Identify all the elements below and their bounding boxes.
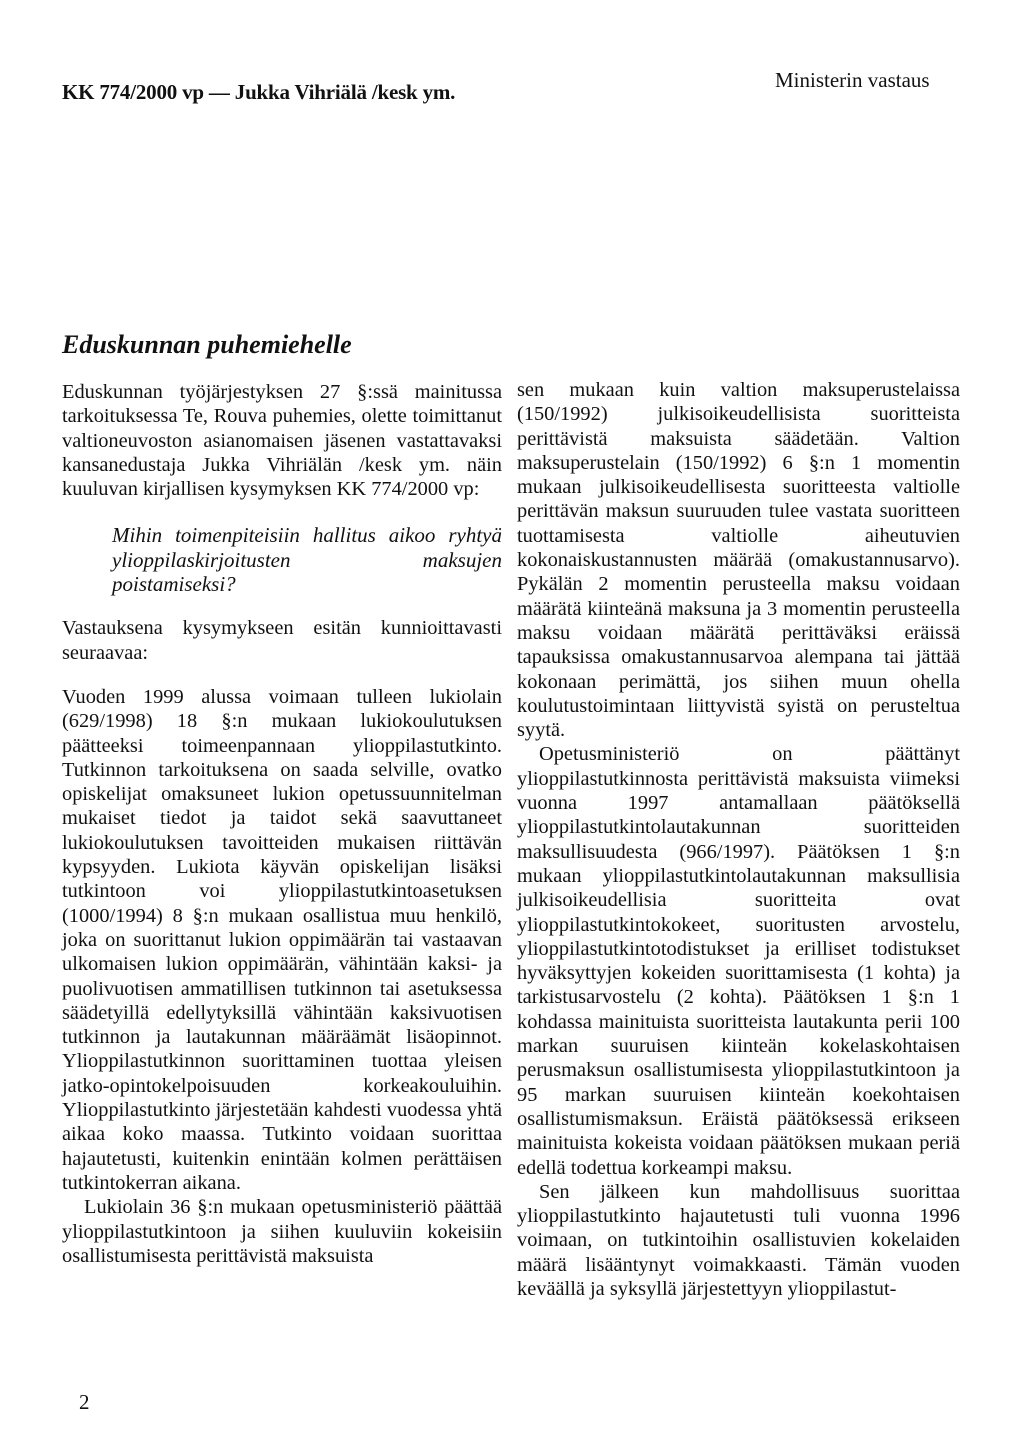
body-paragraph: sen mukaan kuin valtion maksuperustelaissa (150/1992) julkisoikeudellisista suoritteista perittävistä maksuista säädetään. Valtion maksuperustelain (150/1992) 6 §:n 1 momentin mukaan julkisoikeudellisesta suoritteesta valtiolle perittävän maksun suuruuden tulee vastata suoritteen tuottamisesta valtiolle aiheutuvien kokonaiskustannusten määrää (omakustannusarvo). Pykälän 2 momentin perusteella maksu voidaan määrätä kiinteänä maksuna ja 3 momentin perusteella maksu voidaan määrätä perittäväksi eräissä tapauksissa omakustannusarvoa alempana tai jättää kokonaan perimättä, jos siihen muun ohella koulutustoimintaan liittyvistä syistä on perusteltua syytä. — [517, 379, 960, 742]
left-text-column — [62, 380, 502, 1268]
answer-intro-paragraph: Vastauksena kysymykseen esitän kunnioittavasti seuraavaa: — [62, 617, 502, 664]
right-text-column — [517, 378, 960, 1301]
salutation-heading: Eduskunnan puhemiehelle — [62, 330, 352, 359]
document-type-header: Ministerin vastaus — [775, 68, 930, 92]
body-paragraph: Vuoden 1999 alussa voimaan tulleen lukiolain (629/1998) 18 §:n mukaan lukiokoulutuksen päätteeksi toimeenpannaan ylioppilastutkinto. Tutkinnon tarkoituksena on saada selville, ovatko opiskelijat omaksuneet lukion opetussuunnitelman mukaiset tiedot ja taidot sekä saavuttaneet lukiokoulutuksen tavoitteiden mukaisen riittävän kypsyyden. Lukiota käyvän opiskelijan lisäksi tutkintoon voi ylioppilastutkintoasetuksen (1000/1994) 8 §:n mukaan osallistua muu henkilö, joka on suorittanut lukion oppimäärän tai vastaavan ulkomaisen lukion oppimäärän, vähintään kaksi- ja puolivuotisen ammatillisen tutkinnon tai asetuksessa säädetyillä edellytyksillä vähintään kaksivuotisen tutkinnon ja lautakunnan määräämät lisäopinnot. Ylioppilastutkinnon suorittaminen tuottaa yleisen jatko-opintokelpoisuuden korkeakouluihin. Ylioppilastutkinto järjestetään kahdesti vuodessa yhtä aikaa koko maassa. Tutkinto voidaan suorittaa hajautetusti, kuitenkin enintään kolmen perättäisen tutkintokerran aikana. — [62, 685, 502, 1194]
body-paragraph: Lukiolain 36 §:n mukaan opetusministeriö päättää ylioppilastutkintoon ja siihen kuuluviin kokeisiin osallistumisesta perittävistä maksuista — [62, 1196, 502, 1267]
body-paragraph: Sen jälkeen kun mahdollisuus suorittaa ylioppilastutkinto hajautetusti tuli vuonna 1996 voimaan, on tutkintoihin osallistuvien kokelaiden määrä lisääntynyt voimakkaasti. Tämän vuoden keväällä ja syksyllä järjestettyyn ylioppilastut- — [517, 1180, 960, 1300]
document-reference-header: KK 774/2000 vp — Jukka Vihriälä /kesk ym. — [62, 80, 456, 104]
page-number: 2 — [79, 1390, 90, 1414]
intro-paragraph: Eduskunnan työjärjestyksen 27 §:ssä mainitussa tarkoituksessa Te, Rouva puhemies, olette toimittanut valtioneuvoston asianomaisen jäsenen vastattavaksi kansanedustaja Jukka Vihriälän /kesk ym. näin kuuluvan kirjallisen kysymyksen KK 774/2000 vp: — [62, 381, 502, 501]
question-quote: Mihin toimenpiteisiin hallitus aikoo ryhtyä ylioppilaskirjoitusten maksujen poistamiseksi? — [112, 523, 502, 597]
body-paragraph: Opetusministeriö on päättänyt ylioppilastutkinnosta perittävistä maksuista viimeksi vuonna 1997 antamallaan päätöksellä ylioppilastutkintolautakunnan suoritteiden maksullisuudesta (966/1997). Päätöksen 1 §:n mukaan ylioppilastutkintolautakunnan maksullisia julkisoikeudellisia suoritteita ovat ylioppilastutkintokokeet, suoritusten arvostelu, ylioppilastutkintotodistukset ja erilliset todistukset hyväksyttyjen kokeiden suorittamisesta (1 kohta) ja tarkistusarvostelu (2 kohta). Päätöksen 1 §:n 1 kohdassa mainituista suoritteista lautakunta perii 100 markan suuruisen kiinteän kokelaskohtaisen perusmaksun osallistumisesta ylioppilastutkintoon ja 95 markan suuruisen kiinteän koekohtaisen osallistumismaksun. Eräistä päätöksessä erikseen mainituista kokeista voidaan päätöksen mukaan periä edellä todettua korkeampi maksu. — [517, 743, 960, 1179]
